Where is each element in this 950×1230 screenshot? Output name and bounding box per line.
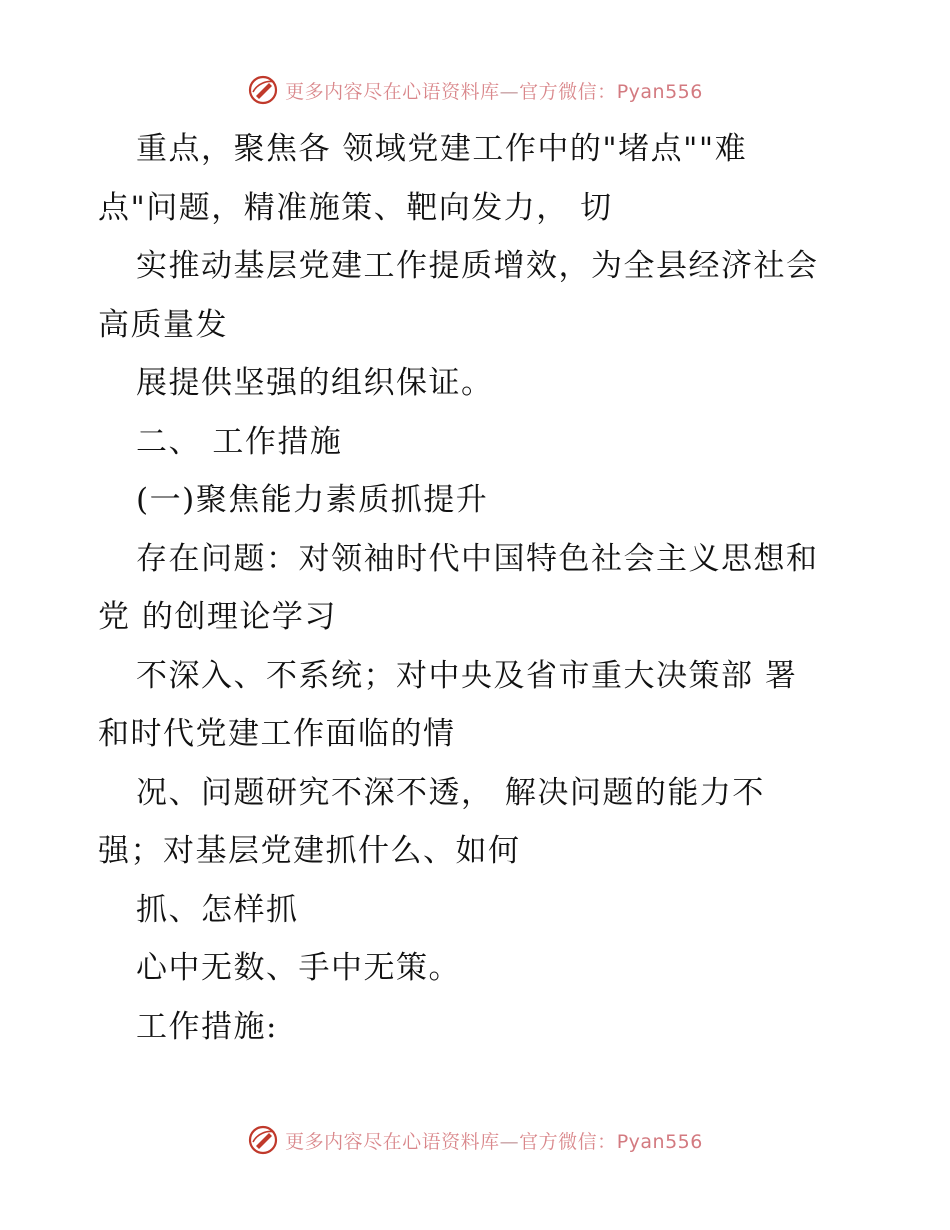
text-line: 和时代党建工作面临的情: [98, 716, 456, 752]
text-line: 重点，聚焦各 领域党建工作中的"堵点""难: [136, 131, 748, 167]
text-line: 心中无数、手中无策。: [136, 950, 461, 986]
text-line: 点"问题，精准施策、靶向发力， 切: [98, 189, 613, 226]
text-line: 况、问题研究不深不透， 解决问题的能力不: [136, 774, 765, 811]
text-line: 不深入、不系统；对中央及省市重大决策部 署: [136, 657, 798, 694]
text-line: 强；对基层党建抓什么、如何: [98, 833, 521, 869]
header-banner-separator: —: [499, 80, 520, 103]
header-banner-handle: Pyan556: [616, 80, 703, 103]
header-banner-suffix: 官方微信：: [519, 80, 617, 103]
text-line: 工作措施:: [136, 1008, 278, 1045]
footer-banner-separator: —: [499, 1130, 520, 1153]
header-banner-text: [285, 77, 703, 104]
text-line: 高质量发: [98, 306, 228, 343]
footer-banner-suffix: 官方微信：: [519, 1130, 617, 1153]
text-line: 存在问题：对领袖时代中国特色社会主义思想和: [136, 540, 819, 577]
logo-icon: [247, 1124, 279, 1156]
logo-icon: [247, 74, 279, 106]
header-banner: [0, 70, 950, 110]
footer-banner: [0, 1120, 950, 1160]
footer-banner-handle: Pyan556: [616, 1130, 703, 1153]
text-line: 抓、怎样抓: [136, 891, 299, 928]
text-line: 二、 工作措施: [136, 423, 343, 460]
text-line: 实推动基层党建工作提质增效，为全县经济社会: [136, 248, 819, 284]
header-banner-title: 更多内容尽在心语资料库: [285, 80, 500, 103]
text-line: (一)聚焦能力素质抓提升: [136, 482, 489, 518]
footer-banner-text: [285, 1127, 703, 1154]
text-line: 党 的创理论学习: [98, 599, 337, 635]
footer-banner-title: 更多内容尽在心语资料库: [285, 1130, 500, 1153]
text-line: 展提供坚强的组织保证。: [136, 365, 494, 401]
document-body: [98, 120, 858, 1056]
